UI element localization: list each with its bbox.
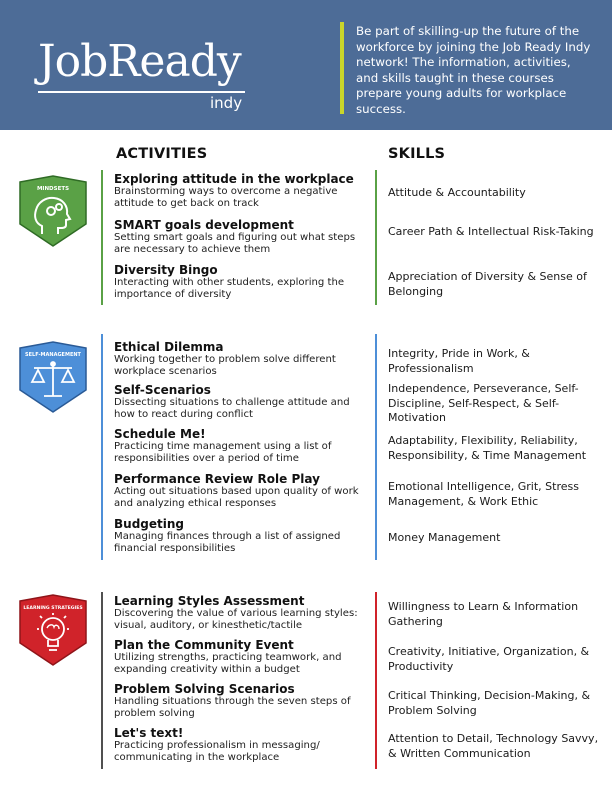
activity-item [114,594,364,633]
skill-item: Critical Thinking, Decision-Making, & Problem Solving [388,689,591,717]
mindsets-skills-bar [375,170,377,305]
skill-item: Attention to Detail, Technology Savvy, & Written Communication [388,732,599,760]
skill-item: Attitude & Accountability [388,186,526,199]
activity-desc: Utilizing strengths, practicing teamwork, and expanding creativity within a budget [114,652,342,676]
self-management-skills-bar [375,334,377,560]
activity-title: Self-Scenarios [114,383,211,397]
activity-desc: Managing finances through a list of assigned financial responsibilities [114,531,341,555]
skill-item: Adaptability, Flexibility, Reliability, Responsibility, & Time Management [388,434,587,462]
skill-item: Integrity, Pride in Work, & Professionalism [388,347,530,375]
activity-title: Performance Review Role Play [114,472,320,486]
mindsets-activities-bar [101,170,103,305]
activity-desc: Discovering the value of various learning styles: visual, auditory, or kinesthetic/tactile [114,608,358,632]
activity-title: Problem Solving Scenarios [114,682,295,696]
activity-title: Budgeting [114,517,184,531]
skill-item: Creativity, Initiative, Organization, & Productivity [388,645,590,673]
learning-strategies-badge-label: LEARNING STRATEGIES [23,606,83,611]
header-blurb: Be part of skilling-up the future of the workforce by joining the Job Ready Indy network! The information, activities, and skills taught in these courses prepare young adults for workplace success. [356,24,591,116]
logo-wordmark: JobReady [38,36,241,87]
self-management-activities-bar [101,334,103,560]
activity-title: Let's text! [114,726,184,740]
skill-item: Career Path & Intellectual Risk-Taking [388,225,594,238]
header-accent-bar [340,22,344,114]
activity-desc: Practicing time management using a list of responsibilities over a period of time [114,441,332,465]
logo-subtitle: indy [210,94,243,112]
activity-title: Ethical Dilemma [114,340,224,354]
activity-desc: Setting smart goals and figuring out what steps are necessary to achieve them [114,232,356,256]
activity-title: Plan the Community Event [114,638,294,652]
activity-title: Exploring attitude in the workplace [114,172,354,186]
skill-item: Independence, Perseverance, Self-Discipline, Self-Respect, & Self-Motivation [388,382,579,424]
activity-item [114,340,364,379]
activity-title: Diversity Bingo [114,263,218,277]
mindsets-badge-label: MINDSETS [36,186,70,192]
skill-item: Emotional Intelligence, Grit, Stress Management, & Work Ethic [388,480,579,508]
activity-item [114,726,364,765]
activity-item [114,472,364,511]
activity-desc: Acting out situations based upon quality of work and analyzing ethical responses [114,486,359,510]
activity-title: Learning Styles Assessment [114,594,305,608]
activity-item [114,427,364,466]
learning-strategies-badge [18,593,88,667]
activity-item [114,172,364,211]
learning-strategies-skills-bar [375,592,377,769]
activity-desc: Working together to problem solve different workplace scenarios [114,354,336,378]
skill-item: Money Management [388,531,501,544]
activity-desc: Handling situations through the seven steps of problem solving [114,696,351,720]
header-banner [0,0,612,130]
activity-desc: Dissecting situations to challenge attitude and how to react during conflict [114,397,350,421]
activity-item [114,383,364,422]
activity-title: SMART goals development [114,218,294,232]
activity-desc: Brainstorming ways to overcome a negative attitude to get back on track [114,186,338,210]
activity-title: Schedule Me! [114,427,206,441]
skill-item: Appreciation of Diversity & Sense of Belonging [388,270,587,298]
activity-desc: Interacting with other students, exploring the importance of diversity [114,277,345,301]
activity-item [114,682,364,721]
activities-heading: ACTIVITIES [116,146,208,162]
skills-heading: SKILLS [388,146,446,162]
activity-item [114,263,364,302]
skill-item: Willingness to Learn & Information Gathering [388,600,579,628]
mindsets-badge [18,174,88,248]
self-management-badge-label: SELF-MANAGEMENT [25,352,81,358]
logo-underline [38,91,245,93]
self-management-badge [18,340,88,414]
activity-item [114,218,364,257]
activity-item [114,638,364,677]
activity-item [114,517,364,556]
learning-strategies-activities-bar [101,592,103,769]
activity-desc: Practicing professionalism in messaging/ communicating in the workplace [114,740,320,764]
